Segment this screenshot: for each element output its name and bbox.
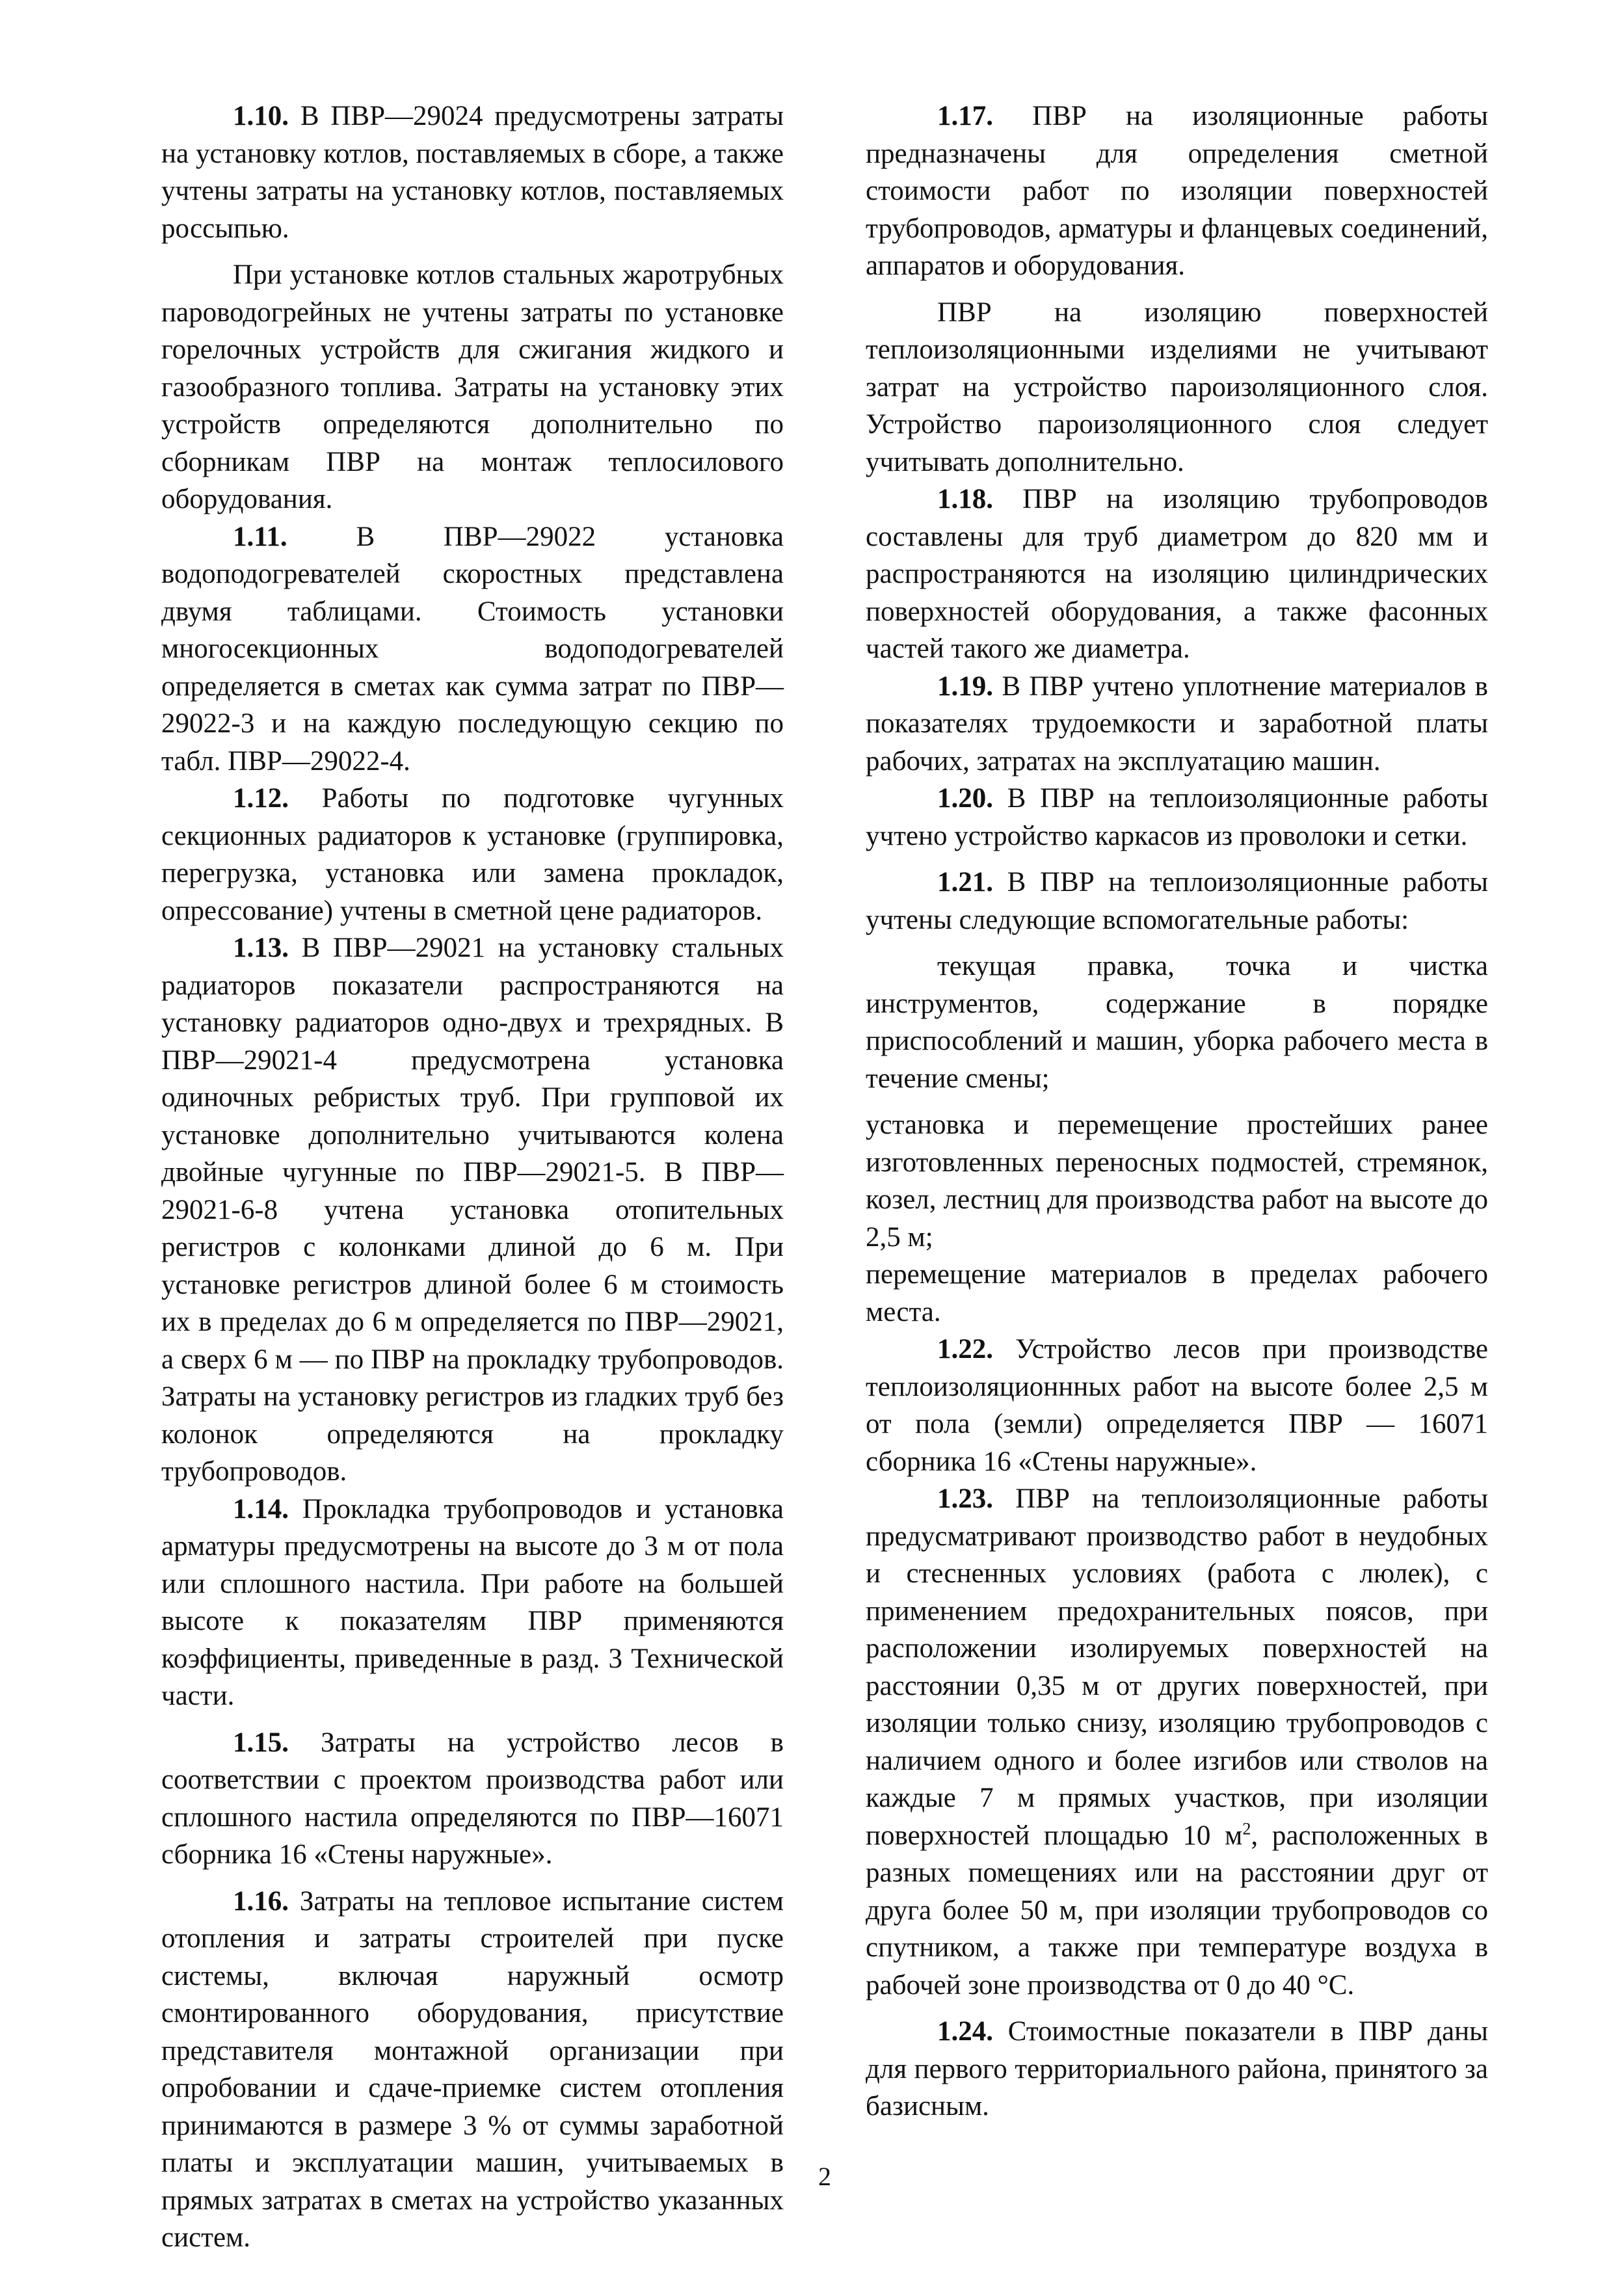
paragraph-1-11: 1.11. В ПВР—29022 установка водоподогревателей скоростных представлена двумя таблицами. Стоимость установки многосекционных водоподогревателей определяется в сметах как сумма затрат по ПВР—29022-3 и на каждую последующую секцию по табл. ПВР—29022-4. xyxy=(161,521,784,777)
list-item-1-21-b: установка и перемещение простейших ранее изготовленных переносных подмостей, стремянок, козел, лестниц для производства работ на высоте до 2,5 м; xyxy=(866,1110,1488,1253)
page-number: 2 xyxy=(818,2162,831,2191)
paragraph-1-10-cont: При установке котлов стальных жаротрубных пароводогрейных не учтены затраты по установке горелочных устройств для сжигания жидкого и газообразного топлива. Затраты на установку этих устройств определяются дополнительно по сборникам ПВР на монтаж теплосилового оборудования. xyxy=(161,259,784,514)
paragraph-1-22: 1.22. Устройство лесов при производстве теплоизоляционнных работ на высоте более 2,5 м от пола (земли) определяется ПВР — 16071 сборника 16 «Стены наружные». xyxy=(866,1334,1488,1477)
paragraph-1-17-cont: ПВР на изоляцию поверхностей теплоизоляционными изделиями не учитывают затрат на устройство пароизоляционного слоя. Устройство пароизоляционного слоя следует учитывать дополнительно. xyxy=(866,297,1488,477)
paragraph-1-19: 1.19. В ПВР учтено уплотнение материалов в показателях трудоемкости и заработной платы рабочих, затратах на эксплуатацию машин. xyxy=(866,671,1488,777)
paragraph-1-23: 1.23. ПВР на теплоизоляционные работы предусматривают производство работ в неудобных и стесненных условиях (работа с люлек), с применением предохранительных поясов, при расположении изолируемых поверхностей на расстоянии 0,35 м от других поверхностей, при изоляции только снизу, изоляцию трубопроводов с наличием одного и более изгибов или стволов на каждые 7 м прямых участков, при изоляции поверхностей площадью 10 $м^2$, расположенных в разных помещениях или на расстоянии друг от друга более 50 м, при изоляции трубопроводов со спутником, а также при температуре воздуха в рабочей зоне производства от 0 до 40 °С. xyxy=(866,1483,1488,2001)
paragraph-1-18: 1.18. ПВР на изоляцию трубопроводов составлены для труб диаметром до 820 мм и распространяются на изоляцию цилиндрических поверхностей оборудования, а также фасонных частей такого же диаметра. xyxy=(866,484,1488,664)
paragraph-1-17: 1.17. ПВР на изоляционные работы предназначены для определения сметной стоимости работ по изоляции поверхностей трубопроводов, арматуры и фланцевых соединений, аппаратов и оборудования. xyxy=(866,101,1488,281)
paragraph-1-16: 1.16. Затраты на тепловое испытание систем отопления и затраты строителей при пуске системы, включая наружный осмотр смонтированного оборудования, присутствие представителя монтажной организации при опробовании и сдаче-приемке систем отопления принимаются в размере 3 % от суммы заработной платы и эксплуатации машин, учитываемых в прямых затратах в сметах на устройство указанных систем. xyxy=(161,1885,784,2253)
paragraph-1-14: 1.14. Прокладка трубопроводов и установка арматуры предусмотрены на высоте до 3 м от пола или сплошного настила. При работе на большей высоте к показателям ПВР применяются коэффициенты, приведенные в разд. 3 Технической части. xyxy=(161,1493,784,1711)
paragraph-1-24: 1.24. Стоимостные показатели в ПВР даны для первого территориального района, принятого за базисным. xyxy=(866,2016,1488,2122)
right-column xyxy=(866,98,1488,2135)
paragraph-1-10: 1.10. В ПВР—29024 предусмотрены затраты на установку котлов, поставляемых в сборе, а также учтены затраты на установку котлов, поставляемых россыпью. xyxy=(161,101,784,244)
paragraph-1-20: 1.20. В ПВР на теплоизоляционные работы учтено устройство каркасов из проволоки и сетки. xyxy=(866,783,1488,851)
list-item-1-21-a: текущая правка, точка и чистка инструментов, содержание в порядке приспособлений и машин, уборка рабочего места в течение смены; xyxy=(866,951,1488,1094)
left-column xyxy=(161,98,784,2266)
paragraph-1-13: 1.13. В ПВР—29021 на установку стальных радиаторов показатели распространяются на установку радиаторов одно-двух и трехрядных. В ПВР—29021-4 предусмотрена установка одиночных ребристых труб. При групповой их установке дополнительно учитываются колена двойные чугунные по ПВР—29021-5. В ПВР—29021-6-8 учтена установка отопительных регистров с колонками длиной до 6 м. При установке регистров длиной более 6 м стоимость их в пределах до 6 м определяется по ПВР—29021, а сверх 6 м — по ПВР на прокладку трубопроводов. Затраты на установку регистров из гладких труб без колонок определяются на прокладку трубопроводов. xyxy=(161,933,784,1487)
document-page xyxy=(161,98,1488,2253)
paragraph-1-12: 1.12. Работы по подготовке чугунных секционных радиаторов к установке (группировка, перегрузка, установка или замена прокладок, опрессование) учтены в сметной цене радиаторов. xyxy=(161,783,784,926)
list-item-1-21-c: перемещение материалов в пределах рабочего места. xyxy=(866,1259,1488,1327)
paragraph-1-15: 1.15. Затраты на устройство лесов в соответствии с проектом производства работ или сплошного настила определяются по ПВР—16071 сборника 16 «Стены наружные». xyxy=(161,1727,784,1870)
paragraph-1-21: 1.21. В ПВР на теплоизоляционные работы учтены следующие вспомогательные работы: xyxy=(866,867,1488,935)
superscript-2: 2 xyxy=(1242,1819,1251,1839)
